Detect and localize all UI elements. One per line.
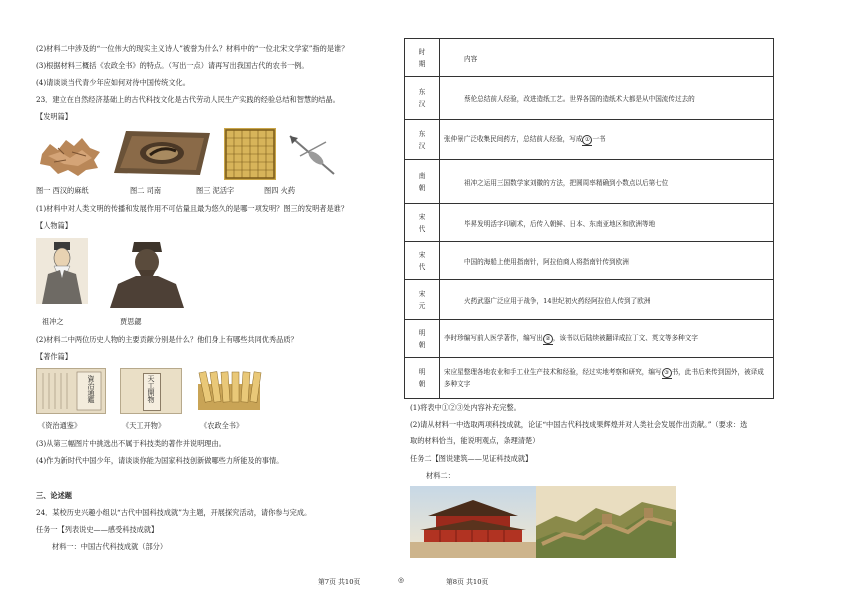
jia-sixie-bust bbox=[106, 238, 186, 308]
content-text: 火药武器广泛应用于战争，14世纪初火药经阿拉伯人传到了欧洲 bbox=[464, 296, 651, 305]
table-row bbox=[405, 242, 774, 280]
era-char: 元 bbox=[418, 301, 426, 310]
era-char: 东 bbox=[418, 88, 426, 96]
header-content-cell: 内容 bbox=[440, 39, 774, 77]
nongzheng-quanshu-book-image bbox=[196, 368, 266, 412]
material-two: 材料二： bbox=[426, 471, 455, 480]
page-number-left: 第7页 共10页 bbox=[318, 578, 361, 586]
content-text: 毕昇发明活字印刷术，后传入朝鲜、日本、东南亚地区和欧洲等地 bbox=[464, 219, 656, 228]
era-char: 代 bbox=[418, 224, 426, 233]
forbidden-city-photo bbox=[410, 486, 536, 558]
era-char: 汉 bbox=[418, 100, 426, 108]
content-text: 祖冲之运用三国数学家刘徽的方法，把圆周率精确到小数点以后第七位 bbox=[464, 178, 669, 187]
question-24-1: (1)将表中①②③处内容补充完整。 bbox=[410, 403, 521, 412]
content-cell bbox=[440, 320, 774, 358]
content-text: 一书 bbox=[592, 135, 606, 143]
section-invention: 【发明篇】 bbox=[36, 112, 72, 121]
table-row bbox=[405, 358, 774, 399]
section-three-heading: 三、论述题 bbox=[36, 491, 72, 500]
material-one: 材料一：中国古代科技成就（部分） bbox=[52, 542, 168, 551]
content-text: ，该书以后陆续被翻译成拉丁文、英文等多种文字 bbox=[552, 334, 698, 342]
era-char: 宋 bbox=[418, 289, 426, 298]
question-23-2: (2)材料二中两位历史人物的主要贡献分别是什么？他们身上有哪些共同优秀品质？ bbox=[36, 335, 298, 344]
header-era-cell bbox=[405, 39, 440, 77]
content-cell bbox=[440, 242, 774, 280]
question-24-title: 24．某校历史兴趣小组以“古代中国科技成就”为主题，开展探究活动，请你参与完成。 bbox=[36, 508, 312, 517]
era-char: 代 bbox=[418, 262, 426, 271]
name-zu-chongzhi: 祖冲之 bbox=[42, 317, 64, 326]
name-jia-sixie: 贾思勰 bbox=[120, 317, 142, 326]
question-22-2: (2)材料二中涉及的“一位伟大的现实主义诗人”被誉为什么？材料中的“一位北宋文学家”指的是谁？ bbox=[36, 44, 349, 53]
table-row bbox=[405, 120, 774, 160]
content-cell bbox=[440, 160, 774, 204]
header-era-char: 期 bbox=[418, 59, 426, 68]
content-text: 书，此书后来传到国外，被译成多种文字 bbox=[444, 367, 764, 388]
compass-sinan-image bbox=[110, 129, 216, 177]
question-22-3: (3)根据材料三概括《农政全书》的特点。（写出一点）请再写出我国古代的农书一例。 bbox=[36, 61, 309, 70]
era-char: 明 bbox=[418, 368, 426, 376]
book2-cover-title: 天工開物 bbox=[147, 375, 155, 403]
blank-number: ② bbox=[543, 334, 553, 344]
era-char: 宋 bbox=[418, 250, 426, 259]
answer-blank-2[interactable] bbox=[543, 334, 553, 345]
content-cell bbox=[440, 204, 774, 242]
question-24-2-line2: 取的材料恰当，能说明观点，条理清楚） bbox=[410, 436, 540, 445]
page-number-right: 第8页 共10页 bbox=[446, 578, 489, 586]
era-char: 宋 bbox=[418, 212, 426, 221]
content-text: 宋应星整理各地农业和手工业生产技术和经验，经过实地考察和研究，编写 bbox=[444, 367, 662, 376]
content-cell bbox=[440, 77, 774, 120]
table-row bbox=[405, 320, 774, 358]
era-char: 朝 bbox=[418, 340, 426, 349]
caption-typesetting: 图三 泥活字 bbox=[196, 186, 235, 195]
clay-type-image bbox=[224, 128, 276, 180]
content-text: 张仲景广泛收集民间药方，总结前人经验，写成 bbox=[444, 135, 583, 143]
table-row bbox=[405, 204, 774, 242]
question-24-2-line1: (2)请从材料一中选取两项科技成就，论证“中国古代科技成果辉煌并对人类社会发展作出贡献。”（要求：选 bbox=[410, 420, 748, 429]
task-two: 任务二【图说建筑——见证科技成就】 bbox=[410, 454, 533, 463]
era-char: 朝 bbox=[418, 380, 426, 388]
content-cell bbox=[440, 358, 774, 399]
question-23-3: (3)从第三幅图片中挑选出不属于科技类的著作并说明理由。 bbox=[36, 439, 226, 448]
gunpowder-weapon-image bbox=[284, 130, 342, 178]
zizhi-tongjian-book-image bbox=[36, 368, 106, 414]
section-works: 【著作篇】 bbox=[36, 352, 72, 361]
content-text: 蔡伦总结前人经验，改进造纸工艺。世界各国的造纸术大都是从中国流传过去的 bbox=[464, 95, 695, 103]
era-char: 明 bbox=[418, 328, 426, 337]
tech-achievement-table bbox=[404, 38, 774, 399]
caption-compass: 图二 司南 bbox=[130, 186, 162, 195]
zu-chongzhi-portrait bbox=[36, 238, 88, 304]
caption-gunpowder: 图四 火药 bbox=[264, 186, 296, 195]
tiangong-kaiwu-book-image bbox=[120, 368, 182, 414]
content-cell bbox=[440, 280, 774, 320]
caption-papermaking: 图一 西汉的麻纸 bbox=[36, 186, 89, 195]
caption-book2: 《天工开物》 bbox=[122, 421, 166, 430]
book1-cover-title: 資治通鑑 bbox=[87, 375, 95, 403]
header-era-char: 时 bbox=[418, 47, 426, 56]
table-row bbox=[405, 280, 774, 320]
era-char: 朝 bbox=[418, 183, 426, 192]
question-23-4: (4)作为新时代中国少年，请谈谈你能为国家科技创新做哪些力所能及的事情。 bbox=[36, 456, 284, 465]
era-char: 汉 bbox=[418, 141, 426, 150]
table-row bbox=[405, 77, 774, 120]
blank-number: ③ bbox=[662, 368, 672, 378]
task-one: 任务一【列表说史——感受科技成就】 bbox=[36, 525, 159, 534]
blank-number: ① bbox=[582, 135, 592, 145]
answer-blank-1[interactable] bbox=[582, 135, 592, 146]
content-text: 李时珍编写前人医学著作，编写出 bbox=[444, 334, 543, 342]
caption-book3: 《农政全书》 bbox=[200, 421, 244, 430]
section-people: 【人物篇】 bbox=[36, 221, 72, 230]
caption-book1: 《资治通鉴》 bbox=[38, 421, 82, 430]
content-text: 中国的海船上使用指南针，阿拉伯商人将指南针传到欧洲 bbox=[464, 257, 629, 266]
question-23-1: (1)材料中对人类文明的传播和发展作用不可估量且最为悠久的是哪一项发明？图三的发明者是谁？ bbox=[36, 204, 349, 213]
answer-blank-3[interactable] bbox=[662, 367, 672, 379]
question-23-title: 23．建立在自然经济基础上的古代科技文化是古代劳动人民生产实践的经验总结和智慧的结晶。 bbox=[36, 95, 340, 104]
table-row bbox=[405, 160, 774, 204]
great-wall-photo bbox=[536, 486, 676, 558]
question-22-4: (4)请谈谈当代青少年应如何对待中国传统文化。 bbox=[36, 78, 190, 87]
era-char: 南 bbox=[418, 171, 426, 180]
era-char: 东 bbox=[418, 129, 426, 138]
content-cell bbox=[440, 120, 774, 160]
center-binding-mark-icon: ◎ bbox=[398, 576, 404, 584]
hemp-paper-image bbox=[38, 130, 104, 180]
table-header-row bbox=[405, 39, 774, 77]
